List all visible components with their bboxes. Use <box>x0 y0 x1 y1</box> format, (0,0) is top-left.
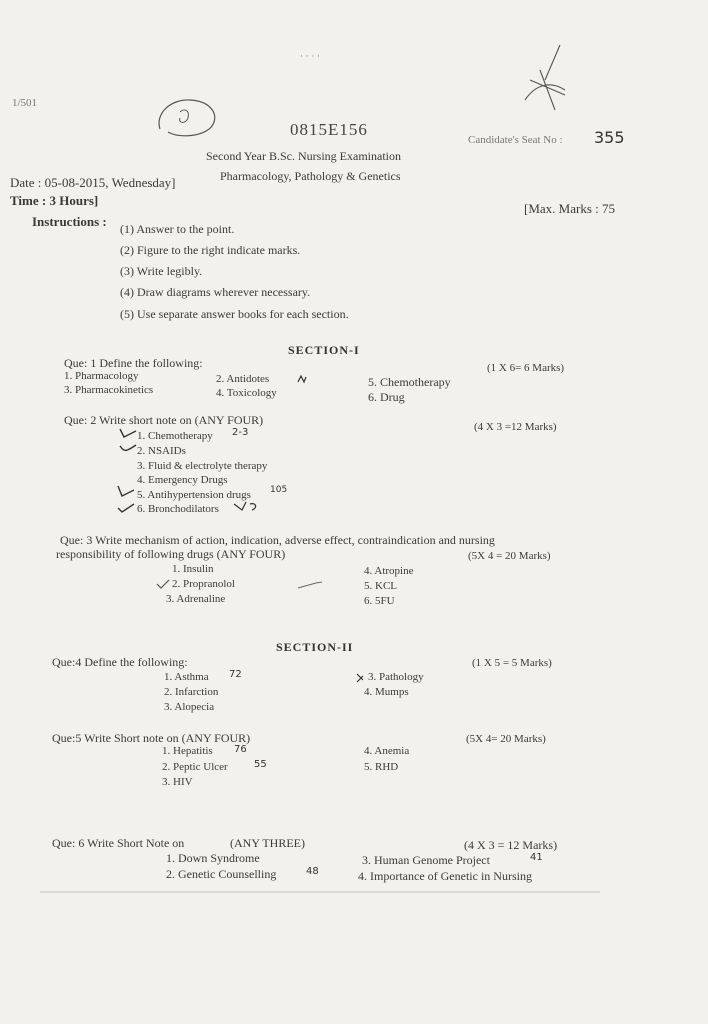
instructions-label: Instructions : <box>32 214 107 229</box>
corner-signature-scribble <box>505 40 585 120</box>
q3-item: 3. Adrenaline <box>166 593 226 605</box>
q5-item: 5. RHD <box>364 761 399 773</box>
q1-item: 5. Chemotherapy <box>368 375 451 389</box>
q1-marks: (1 X 6= 6 Marks) <box>487 362 565 374</box>
seal-circle-scribble <box>150 94 230 144</box>
q3-line-2: responsibility of following drugs (ANY FOUR) <box>56 547 286 561</box>
q2-item: 2. NSAIDs <box>137 445 186 457</box>
q1-item: 2. Antidotes <box>216 373 270 385</box>
q6-item: 3. Human Genome Project <box>362 853 490 867</box>
exam-time: Time : 3 Hours] <box>10 193 99 208</box>
q1-item: 1. Pharmacology <box>64 370 139 382</box>
tick-q3-2 <box>155 578 171 590</box>
tick-q2-1 <box>118 427 138 439</box>
handwritten-q4-1: 72 <box>229 669 242 680</box>
max-marks: [Max. Marks : 75 <box>524 201 615 216</box>
bottom-divider-line <box>40 890 600 894</box>
handwritten-q5-1: 76 <box>234 744 247 755</box>
q3-item: 2. Propranolol <box>172 578 235 590</box>
q6-item: 1. Down Syndrome <box>166 851 260 865</box>
q1-item: 4. Toxicology <box>216 387 277 399</box>
paper-code: 0815E156 <box>290 120 368 139</box>
q5-item: 1. Hepatitis <box>162 745 213 757</box>
section-1-title: SECTION-I <box>288 343 360 357</box>
q1-label: Que: 1 Define the following: <box>64 356 203 370</box>
handwritten-q2-5: 105 <box>270 485 288 495</box>
tick-q2-5 <box>116 484 136 498</box>
q6-choice: (ANY THREE) <box>230 836 305 850</box>
q4-item: 1. Asthma <box>164 671 209 683</box>
q1-item: 3. Pharmacokinetics <box>64 384 154 396</box>
q3-item: 5. KCL <box>364 580 397 592</box>
q5-label: Que:5 Write Short note on (ANY FOUR) <box>52 731 251 745</box>
mark-q1-2 <box>296 374 308 384</box>
q1-item: 6. Drug <box>368 390 405 404</box>
q4-label: Que:4 Define the following: <box>52 655 188 669</box>
handwritten-q6-2: 48 <box>306 866 319 877</box>
instruction-item: (4) Draw diagrams wherever necessary. <box>120 285 311 299</box>
q2-label: Que: 2 Write short note on (ANY FOUR) <box>64 413 264 427</box>
q6-item: 4. Importance of Genetic in Nursing <box>358 869 532 883</box>
instruction-item: (5) Use separate answer books for each section. <box>120 307 349 321</box>
q3-item: 6. 5FU <box>364 595 395 607</box>
q4-item: 2. Infarction <box>164 686 219 698</box>
q2-item: 6. Bronchodilators <box>137 503 219 515</box>
q4-marks: (1 X 5 = 5 Marks) <box>472 657 552 669</box>
q3-item: 1. Insulin <box>172 563 214 575</box>
q4-item: 3. Alopecia <box>164 701 215 713</box>
q2-item: 3. Fluid & electrolyte therapy <box>137 460 268 472</box>
q3-marks: (5X 4 = 20 Marks) <box>468 550 551 562</box>
q6-item: 2. Genetic Counselling <box>166 867 277 881</box>
q2-item: 5. Antihypertension drugs <box>137 489 251 501</box>
q2-item: 4. Emergency Drugs <box>137 474 228 486</box>
tick-q2-6 <box>116 502 136 514</box>
top-scribble: · · · · <box>300 52 321 62</box>
q5-item: 3. HIV <box>162 776 193 788</box>
left-code: 1/501 <box>12 97 38 109</box>
q2-item: 1. Chemotherapy <box>137 430 213 442</box>
q5-item: 4. Anemia <box>364 745 410 757</box>
seat-label: Candidate's Seat No : <box>468 134 563 146</box>
q6-label: Que: 6 Write Short Note on <box>52 836 185 850</box>
arrow-q4-3 <box>355 672 369 684</box>
q4-item: 3. Pathology <box>368 671 424 683</box>
exam-title: Second Year B.Sc. Nursing Examination <box>206 149 401 163</box>
tick-q2-2 <box>118 442 138 454</box>
q5-marks: (5X 4= 20 Marks) <box>466 733 546 745</box>
q3-item: 4. Atropine <box>364 565 414 577</box>
handwritten-q2-1: 2-3 <box>232 427 249 438</box>
q5-item: 2. Peptic Ulcer <box>162 761 228 773</box>
q3-line-1: Que: 3 Write mechanism of action, indication, adverse effect, contraindication and nursing <box>60 533 495 547</box>
q2-marks: (4 X 3 =12 Marks) <box>474 421 557 433</box>
seat-number: 355 <box>594 128 625 147</box>
instruction-item: (2) Figure to the right indicate marks. <box>120 243 301 257</box>
instruction-item: (1) Answer to the point. <box>120 222 235 236</box>
dash-q3 <box>296 580 326 590</box>
handwritten-q6-3: 41 <box>530 852 543 863</box>
q6-marks: (4 X 3 = 12 Marks) <box>464 838 558 852</box>
instruction-item: (3) Write legibly. <box>120 264 203 278</box>
q4-item: 4. Mumps <box>364 686 409 698</box>
subject-title: Pharmacology, Pathology & Genetics <box>220 169 401 183</box>
handwritten-q5-2: 55 <box>254 759 267 770</box>
section-2-title: SECTION-II <box>276 640 354 654</box>
mark-q2-6 <box>232 500 262 514</box>
exam-date: Date : 05-08-2015, Wednesday] <box>10 175 176 190</box>
